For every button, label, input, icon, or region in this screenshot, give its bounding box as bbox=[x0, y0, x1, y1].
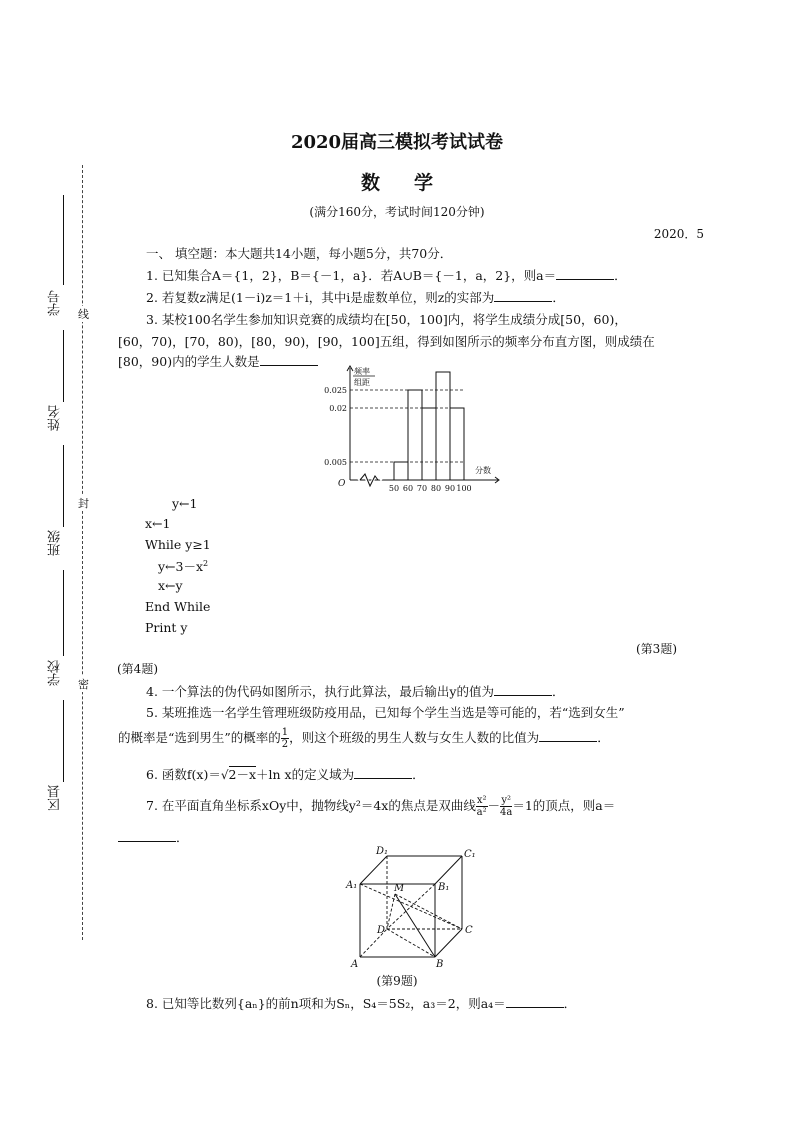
histogram-bar bbox=[436, 372, 450, 480]
cube-label: B bbox=[436, 959, 444, 970]
question-5-line1: 5. 某班推选一名学生管理班级防疫用品，已知每个学生当选是等可能的，若“选到女生” bbox=[146, 705, 625, 720]
answer-blank[interactable] bbox=[354, 766, 412, 779]
margin-line bbox=[63, 570, 64, 656]
margin-label-class: 班级 bbox=[48, 530, 63, 556]
caption-q9: (第9题) bbox=[376, 974, 418, 988]
x-tick-label: 100 bbox=[456, 484, 472, 493]
answer-blank[interactable] bbox=[506, 995, 564, 1008]
margin-label-name: 姓名 bbox=[48, 405, 63, 431]
margin-line bbox=[63, 330, 64, 402]
question-1: 1. 已知集合A＝{1，2}，B＝{－1，a}．若A∪B＝{－1，a，2}，则a＝ ． bbox=[146, 268, 627, 283]
caption-q3: (第3题) bbox=[636, 642, 677, 656]
question-3-line3: [80，90)内的学生人数是 bbox=[118, 352, 318, 370]
x-tick-label: 80 bbox=[430, 484, 442, 493]
cube-label: D bbox=[377, 925, 386, 936]
question-6: 6. 函数f(x)＝√2－x＋ln x的定义域为 ． bbox=[146, 767, 425, 782]
answer-blank[interactable] bbox=[494, 683, 552, 696]
histogram-bar bbox=[408, 390, 422, 480]
cube-label: C bbox=[465, 925, 473, 936]
cube-label: A bbox=[351, 959, 359, 970]
histogram-bar bbox=[422, 408, 436, 480]
x-tick-label: 50 bbox=[388, 484, 400, 493]
answer-blank[interactable] bbox=[556, 267, 614, 280]
margin-label-school: 学校 bbox=[48, 660, 63, 686]
fraction: $\frac{1}{2}$ bbox=[281, 727, 289, 750]
question-4: 4. 一个算法的伪代码如图所示，执行此算法，最后输出y的值为 ． bbox=[146, 684, 565, 699]
code-line: x←1 bbox=[145, 516, 171, 531]
answer-blank[interactable] bbox=[494, 289, 552, 302]
margin-label-district: 区县 bbox=[48, 785, 63, 811]
histogram-bar bbox=[450, 408, 464, 480]
y-tick-label: 0.025 bbox=[324, 386, 347, 395]
seal-char-mi: 密 bbox=[78, 678, 89, 691]
code-line: x←y bbox=[158, 578, 183, 593]
question-3-line2: [60，70)，[70，80)，[80，90)，[90，100]五组，得到如图所示的频率分布直方图，则成绩在 bbox=[118, 334, 655, 349]
section-heading: 一、 填空题：本大题共14小题，每小题5分，共70分． bbox=[146, 246, 453, 261]
x-tick-label: 90 bbox=[444, 484, 456, 493]
question-2: 2. 若复数z满足(1－i)z＝1＋i，其中i是虚数单位，则z的实部为 ． bbox=[146, 290, 565, 305]
cube-label: C₁ bbox=[464, 849, 476, 860]
y-label-denominator: 组距 bbox=[354, 378, 370, 387]
question-8: 8. 已知等比数列{aₙ}的前n项和为Sₙ，S₄＝5S₂，a₃＝2，则a₄＝ ． bbox=[146, 996, 577, 1011]
fraction: $\frac{\text{y²}}{4a}$ bbox=[500, 795, 513, 818]
caption-q4: (第4题) bbox=[117, 662, 158, 676]
cube-label: B₁ bbox=[438, 882, 450, 893]
y-label-numerator: 频率 bbox=[354, 367, 370, 376]
margin-label-student-id: 学号 bbox=[48, 290, 63, 316]
question-5-line2: 的概率是“选到男生”的概率的 $\frac{1}{2}$ ，则这个班级的男生人数与女生人数的比值为 ． bbox=[118, 727, 610, 750]
exam-date: 2020．5 bbox=[653, 227, 704, 241]
y-tick-label: 0.005 bbox=[324, 458, 347, 467]
cube-label: M bbox=[394, 883, 405, 894]
fraction: $\frac{\text{x²}}{\text{a²}}$ bbox=[476, 795, 487, 818]
seal-char-feng: 封 bbox=[78, 497, 89, 510]
seal-line bbox=[82, 165, 83, 940]
cube-figure bbox=[345, 842, 485, 972]
x-tick-label: 60 bbox=[402, 484, 414, 493]
question-7-line2: ． bbox=[118, 828, 189, 846]
answer-blank[interactable] bbox=[539, 729, 597, 742]
y-tick-label: 0.02 bbox=[329, 404, 347, 413]
answer-blank[interactable] bbox=[118, 829, 176, 842]
seal-char-xian: 线 bbox=[78, 308, 89, 321]
cube-label: A₁ bbox=[346, 880, 358, 891]
cube-label: D₁ bbox=[376, 846, 389, 857]
code-line: y←1 bbox=[172, 496, 198, 511]
question-3-line1: 3. 某校100名学生参加知识竞赛的成绩均在[50，100]内，将学生成绩分成[50，60)， bbox=[146, 312, 627, 327]
answer-blank[interactable] bbox=[260, 353, 318, 366]
subject-title: 数学 bbox=[360, 172, 467, 194]
exam-note: (满分160分，考试时间120分钟) bbox=[309, 205, 485, 219]
margin-line bbox=[63, 700, 64, 782]
histogram-bar bbox=[394, 462, 408, 480]
histogram-chart bbox=[320, 362, 500, 497]
x-tick-label: 70 bbox=[416, 484, 428, 493]
origin-label: O bbox=[338, 479, 346, 489]
margin-line bbox=[63, 445, 64, 527]
exam-title: 2020届高三模拟考试试卷 bbox=[290, 132, 504, 153]
question-7: 7. 在平面直角坐标系xOy中，抛物线y²＝4x的焦点是双曲线 $\frac{\text{x²}}{\text{a²}}$ － $\frac{\text{y²}}{4a}$ ＝1的顶点，则a＝ bbox=[146, 795, 616, 818]
code-line: $y\leftarrow 3-x^2$ bbox=[158, 558, 209, 574]
x-axis-label: 分数 bbox=[475, 466, 491, 475]
code-line: Print y bbox=[145, 620, 188, 635]
code-line: While y≥1 bbox=[145, 537, 211, 552]
code-line: End While bbox=[145, 599, 211, 614]
